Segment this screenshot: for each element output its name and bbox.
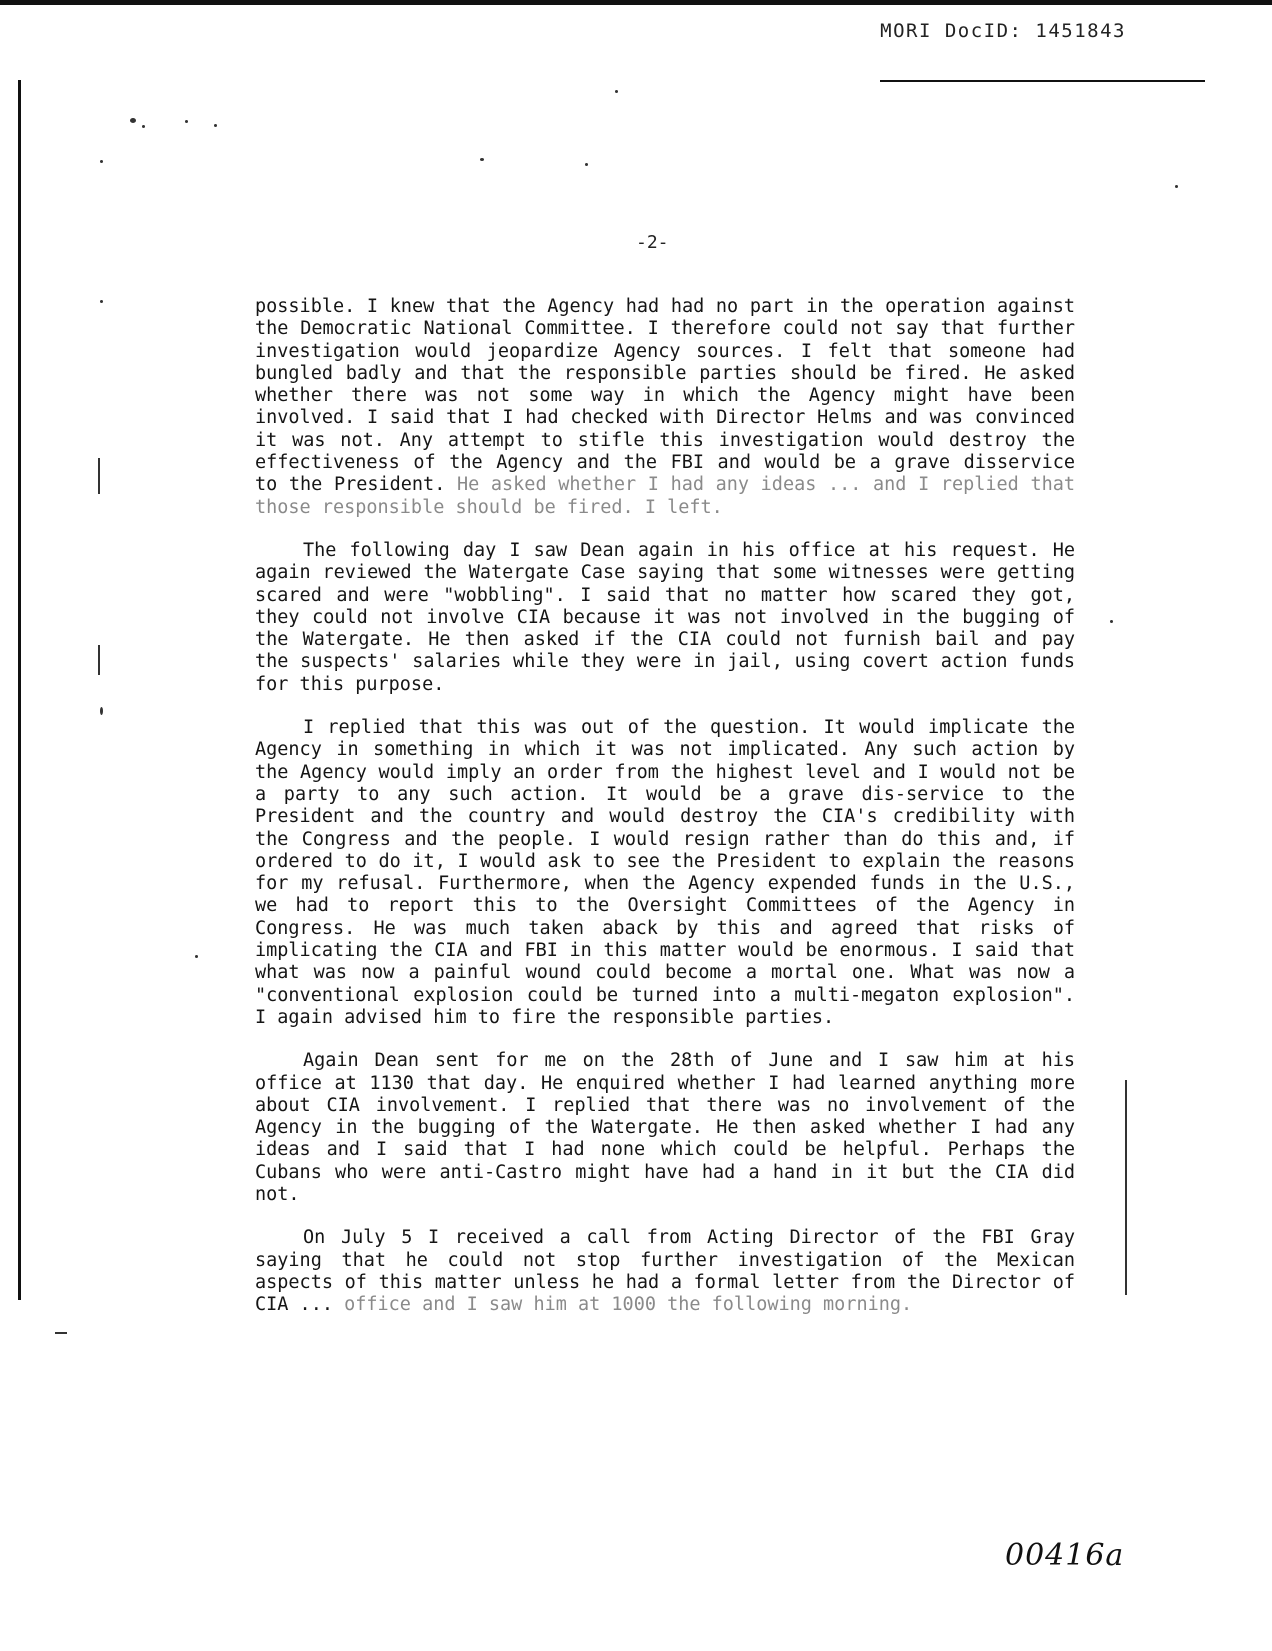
right-margin-bar — [1125, 1080, 1127, 1295]
scan-speck — [1110, 620, 1113, 623]
document-id-stamp: MORI DocID: 1451843 — [880, 20, 1126, 42]
paragraph-2: The following day I saw Dean again in his office at his request. He again reviewed the Watergate Case saying that some witnesses were getting scared and were "wobbling". I said that no matter how scared they got, they could not involve CIA because it was not involved in the bugging of the Watergate. He then asked if the CIA could not furnish bail and pay the suspects' salaries while they were in jail, using covert action funds for this purpose. — [255, 539, 1075, 695]
scan-speck — [100, 707, 103, 715]
top-border-rule — [0, 0, 1272, 5]
paragraph-1-faded-text: He asked whether I had any ideas ... and I replied that those responsible should be fired. I left. — [255, 474, 1075, 518]
paragraph-5-faded-text: office and I saw him at 1000 the following morning. — [344, 1294, 913, 1316]
paragraph-1-text: possible. I knew that the Agency had had no part in the operation against the Democratic National Committee. I therefore could not say that further investigation would jeopardize Agency sources. I felt that someone had bungled badly and that the responsible parties should be fired. He asked whether there was not some way in which the Agency might have been involved. I said that I had checked with Director Helms and was convinced it was not. Any attempt to stifle this investigation would destroy the effectiveness of the Agency and the FBI and would be a grave disservice to the President. — [255, 296, 1075, 496]
left-margin-bar — [18, 80, 21, 1300]
scan-speck — [185, 120, 188, 123]
paragraph-5 — [255, 1227, 1075, 1316]
scan-speck — [98, 458, 100, 494]
paragraph-3: I replied that this was out of the question. It would implicate the Agency in something in which it was not implicated. Any such action by the Agency would imply an order from the highest level and I would not be a party to any such action. It would be a grave dis-service to the President and the country and would destroy the CIA's credibility with the Congress and the people. I would resign rather than do this and, if ordered to do it, I would ask to see the President to explain the reasons for my refusal. Furthermore, when the Agency expended funds in the U.S., we had to report this to the Oversight Committees of the Agency in Congress. He was much taken aback by this and agreed that risks of implicating the CIA and FBI in this matter would be enormous. I said that what was now a painful wound could become a mortal one. What was now a "conventional explosion could be turned into a multi-megaton explosion". I again advised him to fire the responsible parties. — [255, 717, 1075, 1028]
scan-speck — [195, 955, 198, 958]
scan-speck — [98, 645, 100, 675]
scan-speck — [100, 300, 103, 303]
scan-speck — [130, 118, 136, 123]
scan-speck — [1175, 185, 1178, 188]
scan-speck — [100, 160, 103, 163]
scan-speck — [585, 163, 588, 166]
scan-speck — [480, 158, 484, 161]
scan-speck — [55, 1332, 67, 1334]
scan-speck — [142, 125, 145, 128]
scan-speck — [214, 124, 217, 127]
header-rule — [880, 80, 1205, 82]
scan-speck — [615, 90, 618, 93]
page-number: -2- — [636, 232, 669, 253]
paragraph-5-text: On July 5 I received a call from Acting Director of the FBI Gray saying that he could not stop further investigation of the Mexican aspects of this matter unless he had a formal letter from the Director of CIA ... — [255, 1227, 1075, 1316]
paragraph-4: Again Dean sent for me on the 28th of June and I saw him at his office at 1130 that day. He enquired whether I had learned anything more about CIA involvement. I replied that there was no involvement of the Agency in the bugging of the Watergate. He then asked whether I had any ideas and I said that I had none which could be helpful. Perhaps the Cubans who were anti-Castro might have had a hand in it but the CIA did not. — [255, 1050, 1075, 1205]
document-body — [255, 296, 1075, 1337]
handwritten-document-number: 00416a — [1005, 1538, 1125, 1573]
paragraph-1 — [255, 296, 1075, 519]
